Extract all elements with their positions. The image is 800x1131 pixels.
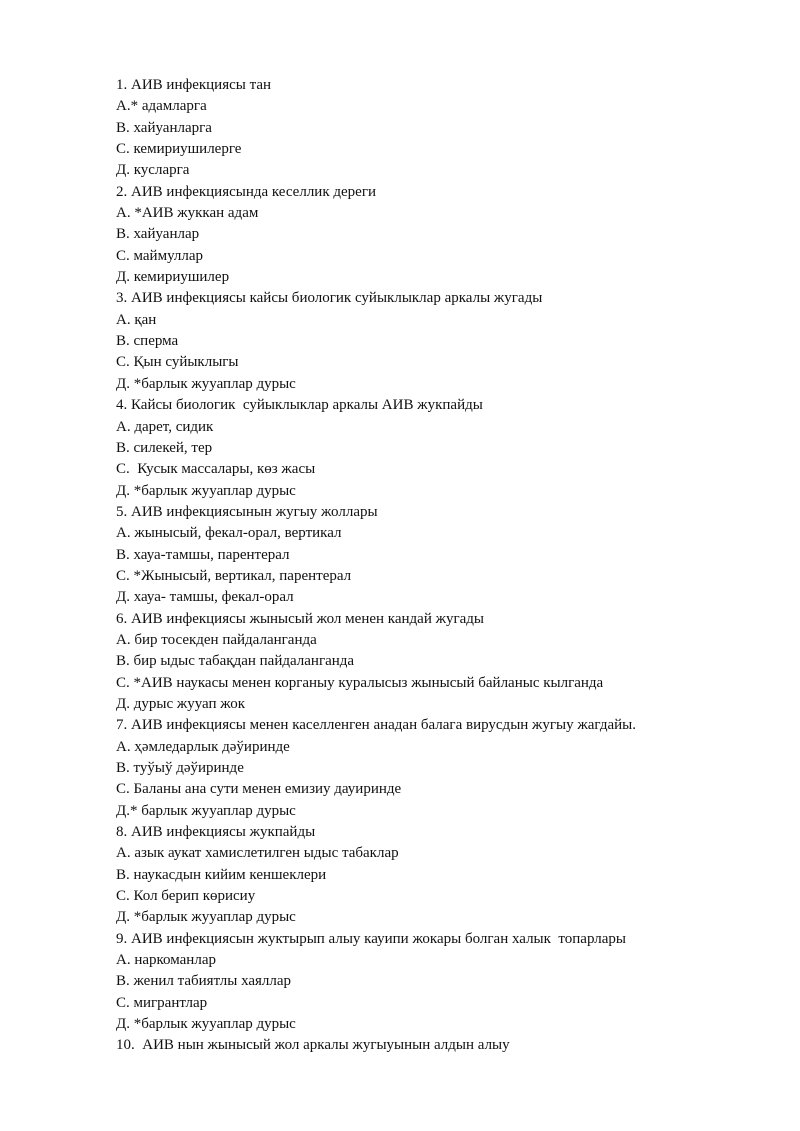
document-line: Д. *барлык жууаплар дурыс <box>116 375 296 392</box>
document-line: В. туўыў дәўиринде <box>116 760 244 776</box>
document-line: С. *Жынысый, вертикал, парентерал <box>116 567 352 584</box>
document-line: А.* адамларга <box>116 98 207 115</box>
document-line: Д. кемириушилер <box>116 269 230 286</box>
document-line: 3. АИВ инфекциясы кайсы биологик суйыклыклар аркалы жугады <box>116 290 543 307</box>
document-line: Д. *барлык жууаплар дурыс <box>116 482 296 499</box>
document-line: Д.* барлык жууаплар дурыс <box>116 802 296 819</box>
document-line: 6. АИВ инфекциясы жынысый жол менен кандай жугады <box>116 610 484 627</box>
document-line: А. жынысый, фекал-орал, вертикал <box>116 525 342 542</box>
document-line: В. хайуанлар <box>116 226 200 243</box>
document-line: 7. АИВ инфекциясы менен каселленген анадан балага вирусдын жугыу жагдайы. <box>116 717 636 734</box>
document-line: В. наукасдын кийим кеншеклери <box>116 866 327 883</box>
document-line: С. Кусык массалары, көз жасы <box>116 461 316 478</box>
document-line: С. Қын суйыклыгы <box>116 354 239 371</box>
document-body <box>116 75 736 1057</box>
document-line: Д. хауа- тамшы, фекал-орал <box>116 589 294 606</box>
document-line: В. женил табиятлы хаяллар <box>116 973 292 990</box>
document-line: Д. дурыс жууап жок <box>116 695 246 712</box>
document-line: 8. АИВ инфекциясы жукпайды <box>116 824 316 841</box>
document-line: А. қан <box>116 311 157 328</box>
document-line: В. силекей, тер <box>116 439 213 456</box>
document-line: В. бир ыдыс табақдан пайдаланганда <box>116 653 355 670</box>
document-line: 2. АИВ инфекциясында кеселлик дереги <box>116 183 377 200</box>
document-line: А. ҳәмледарлык дәўиринде <box>116 738 290 755</box>
document-line: В. хауа-тамшы, парентерал <box>116 546 290 563</box>
document-line: А. бир тосекден пайдаланганда <box>116 631 317 648</box>
document-line: А. дарет, сидик <box>116 418 214 435</box>
document-line: Д. кусларга <box>116 162 190 179</box>
document-line: А. *АИВ жуккан адам <box>116 205 259 222</box>
document-line: А. азык аукат хамислетилген ыдыс табаклар <box>116 845 399 862</box>
document-line: С. *АИВ наукасы менен корганыу куралысыз жынысый байланыс кылганда <box>116 674 604 691</box>
document-line: 5. АИВ инфекциясынын жугыу жоллары <box>116 503 378 520</box>
document-line: С. Кол берип көрисиу <box>116 888 256 905</box>
document-line: С. кемириушилерге <box>116 141 242 158</box>
document-line: 9. АИВ инфекциясын жуктырып алыу кауипи жокары болган халык топарлары <box>116 930 626 947</box>
document-line: В. сперма <box>116 333 179 350</box>
document-line: С. мигрантлар <box>116 994 208 1011</box>
document-line: 10. АИВ нын жынысый жол аркалы жугыуынын алдын алыу <box>116 1037 510 1054</box>
document-line: 4. Кайсы биологик суйыклыклар аркалы АИВ жукпайды <box>116 397 483 414</box>
document-line: 1. АИВ инфекциясы тан <box>116 77 272 93</box>
document-line: В. хайуанларга <box>116 119 212 136</box>
document-line: С. Баланы ана сути менен емизиу дауиринде <box>116 781 402 798</box>
document-line: Д. *барлык жууаплар дурыс <box>116 1016 296 1033</box>
document-line: С. маймуллар <box>116 247 204 264</box>
document-line: А. наркоманлар <box>116 952 216 969</box>
document-line: Д. *барлык жууаплар дурыс <box>116 909 296 926</box>
